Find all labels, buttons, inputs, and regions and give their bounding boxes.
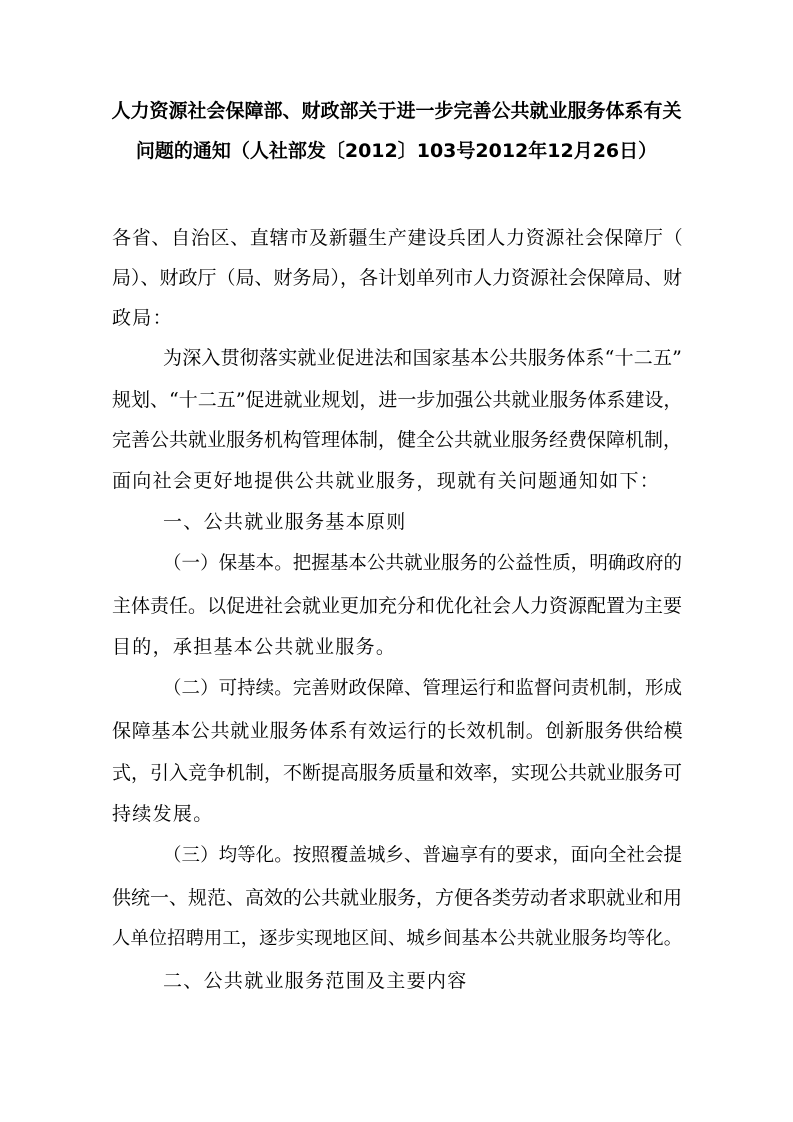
- section-2-heading: 二、公共就业服务范围及主要内容: [163, 970, 468, 992]
- item-1-line-2: 主体责任。以促进社会就业更加充分和优化社会人力资源配置为主要: [112, 595, 683, 617]
- intro-line-2: 规划、“十二五”促进就业规划，进一步加强公共就业服务体系建设，: [112, 389, 683, 411]
- item-3-line-1: （三）均等化。按照覆盖城乡、普遍享有的要求，面向全社会提: [163, 845, 682, 866]
- item-3-line-3: 人单位招聘用工，逐步实现地区间、城乡间基本公共就业服务均等化。: [112, 928, 682, 949]
- intro-line-4: 面向社会更好地提供公共就业服务，现就有关问题通知如下：: [112, 470, 661, 492]
- addressee-line-1: 各省、自治区、直辖市及新疆生产建设兵团人力资源社会保障厅（: [112, 227, 684, 249]
- item-2-line-1: （二）可持续。完善财政保障、管理运行和监督问责机制，形成: [163, 678, 682, 699]
- document-title-line-2: 问题的通知（人社部发〔2012〕103号2012年12月26日）: [135, 140, 658, 162]
- intro-line-1: 为深入贯彻落实就业促进法和国家基本公共服务体系“十二五”: [163, 347, 682, 369]
- item-2-line-3: 式，引入竞争机制，不断提高服务质量和效率，实现公共就业服务可: [112, 762, 683, 784]
- document-title-line-1: 人力资源社会保障部、财政部关于进一步完善公共就业服务体系有关: [111, 100, 682, 122]
- addressee-line-3: 政局：: [112, 307, 173, 329]
- item-2-line-4: 持续发展。: [112, 803, 214, 825]
- item-1-line-3: 目的，承担基本公共就业服务。: [112, 636, 397, 658]
- item-3-line-2: 供统一、规范、高效的公共就业服务，方便各类劳动者求职就业和用: [112, 887, 683, 909]
- section-1-heading: 一、公共就业服务基本原则: [163, 511, 407, 533]
- addressee-line-2: 局）、财政厅（局、财务局），各计划单列市人力资源社会保障局、财: [112, 267, 683, 289]
- item-1-line-1: （一）保基本。把握基本公共就业服务的公益性质，明确政府的: [163, 553, 682, 574]
- item-2-line-2: 保障基本公共就业服务体系有效运行的长效机制。创新服务供给模: [112, 720, 684, 742]
- intro-line-3: 完善公共就业服务机构管理体制，健全公共就业服务经费保障机制，: [112, 429, 683, 451]
